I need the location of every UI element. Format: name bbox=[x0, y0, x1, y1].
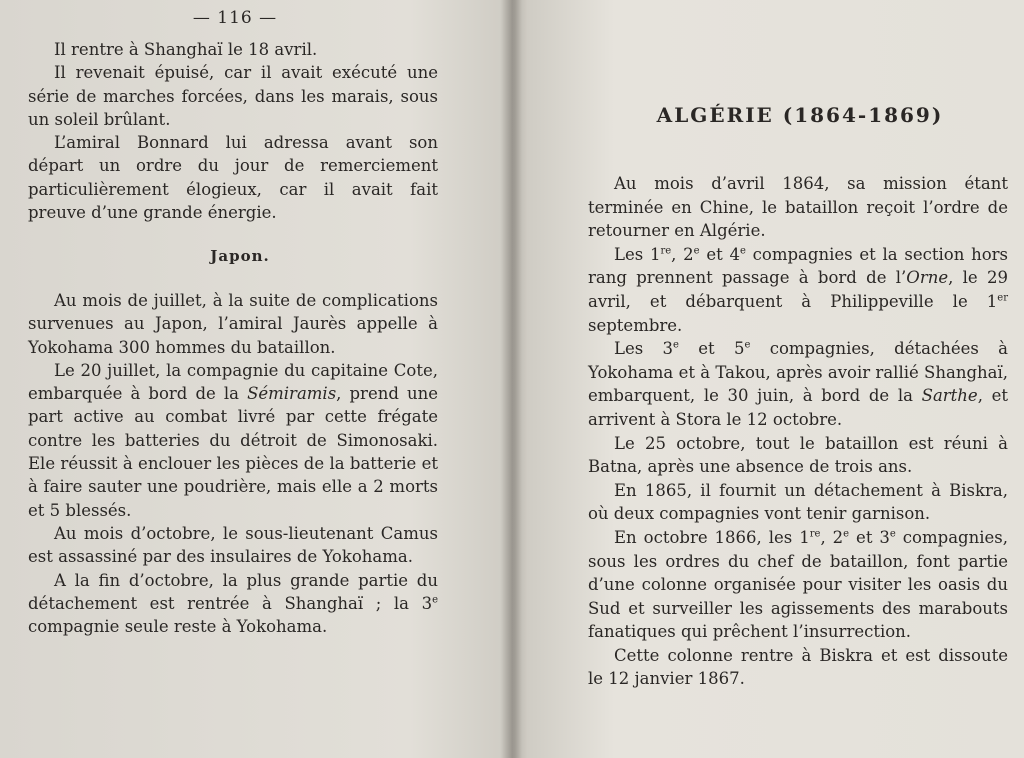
text-run: Les 1 bbox=[614, 244, 661, 264]
superscript: e bbox=[740, 245, 746, 257]
text-run: Les 3 bbox=[614, 339, 674, 359]
left-page bbox=[0, 0, 505, 758]
text-run: , le 29 avril, et débarquent à Philippeville le 1 bbox=[588, 268, 1008, 311]
superscript: er bbox=[997, 292, 1008, 304]
text-run: et 5 bbox=[678, 339, 745, 359]
superscript: e bbox=[432, 594, 438, 606]
text-run: compagnies, détachées à Yokohama et à Takou, après avoir rallié Shanghaï, embarquent, le 30 juin, à bord de la bbox=[588, 339, 1008, 406]
page-number: — 116 — bbox=[192, 8, 278, 28]
paragraph: Il rentre à Shanghaï le 18 avril. bbox=[54, 40, 318, 59]
text-run: compagnies, sous les ordres du chef de bataillon, font partie d’une colonne organisée pour visiter les oasis du Sud et surveiller les agissements des marabouts fanatiques qui prêchent l’insurrection. bbox=[588, 527, 1008, 642]
text-run: A la fin d’octobre, la plus grande partie du détachement est rentrée à Shanghaï ; la 3 bbox=[28, 570, 438, 613]
section-heading-japon: Japon. bbox=[210, 247, 270, 265]
chapter-title: ALGÉRIE (1864-1869) bbox=[656, 103, 944, 127]
superscript: e bbox=[744, 339, 751, 351]
text-run: compagnies et la section hors rang prennent passage à bord de l’ bbox=[588, 244, 1008, 288]
paragraph: En 1865, il fournit un détachement à Biskra, où deux compagnies vont tenir garnison. bbox=[588, 480, 1008, 524]
superscript: re bbox=[809, 528, 821, 540]
paragraph bbox=[588, 526, 1008, 644]
text-run: Le 20 juillet, la compagnie du capitaine Cote, embarquée à bord de la bbox=[28, 360, 438, 404]
paragraph: L’amiral Bonnard lui adressa avant son départ un ordre du jour de remerciement particulièrement élogieux, car il avait fait preuve d’une grande énergie. bbox=[28, 133, 438, 223]
paragraph: Cette colonne rentre à Biskra et est dissoute le 12 janvier 1867. bbox=[588, 645, 1008, 689]
text-run: et 4 bbox=[699, 244, 740, 264]
ship-name: Sarthe bbox=[921, 386, 978, 406]
paragraph: Au mois de juillet, à la suite de complications survenues au Japon, l’amiral Jaurès appelle à Yokohama 300 hommes du bataillon. bbox=[28, 291, 438, 357]
superscript: e bbox=[889, 528, 896, 540]
paragraph bbox=[28, 569, 438, 639]
superscript: e bbox=[673, 339, 679, 351]
text-run: , 2 bbox=[671, 244, 694, 264]
book-gutter bbox=[500, 0, 522, 758]
text-run: compagnie seule reste à Yokohama. bbox=[28, 617, 328, 637]
paragraph: Au mois d’avril 1864, sa mission étant terminée en Chine, le bataillon reçoit l’ordre de retourner en Algérie. bbox=[588, 174, 1008, 241]
text-run: , 2 bbox=[820, 527, 844, 547]
text-run: En octobre 1866, les 1 bbox=[614, 527, 810, 547]
ship-name: Orne bbox=[906, 268, 949, 288]
text-run: septembre. bbox=[588, 315, 683, 335]
paragraph bbox=[588, 243, 1008, 337]
paragraph bbox=[588, 337, 1008, 431]
ship-name: Sémiramis bbox=[247, 384, 337, 404]
right-text bbox=[588, 172, 1008, 691]
text-run: , prend une part active au combat livré par cette frégate contre les batteries du détroit de Simonosaki. Ele réussit à enclouer les pièces de la batterie et à faire sauter une poudrière, mais elle a 2 morts et 5 blessés. bbox=[28, 384, 439, 520]
text-run: et 3 bbox=[849, 527, 890, 547]
paragraph: Il revenait épuisé, car il avait exécuté une série de marches forcées, dans les marais, sous un soleil brûlant. bbox=[28, 63, 438, 129]
superscript: e bbox=[693, 245, 700, 257]
left-text-japon bbox=[28, 289, 438, 638]
text-run: , et arrivent à Stora le 12 octobre. bbox=[588, 386, 1009, 429]
left-text-top bbox=[28, 38, 438, 224]
paragraph: Au mois d’octobre, le sous-lieutenant Camus est assassiné par des insulaires de Yokohama. bbox=[28, 523, 438, 567]
paragraph bbox=[28, 359, 438, 522]
right-page bbox=[520, 0, 1024, 758]
paragraph: Le 25 octobre, tout le bataillon est réuni à Batna, après une absence de trois ans. bbox=[588, 433, 1008, 477]
superscript: re bbox=[660, 245, 672, 257]
superscript: e bbox=[843, 528, 850, 540]
